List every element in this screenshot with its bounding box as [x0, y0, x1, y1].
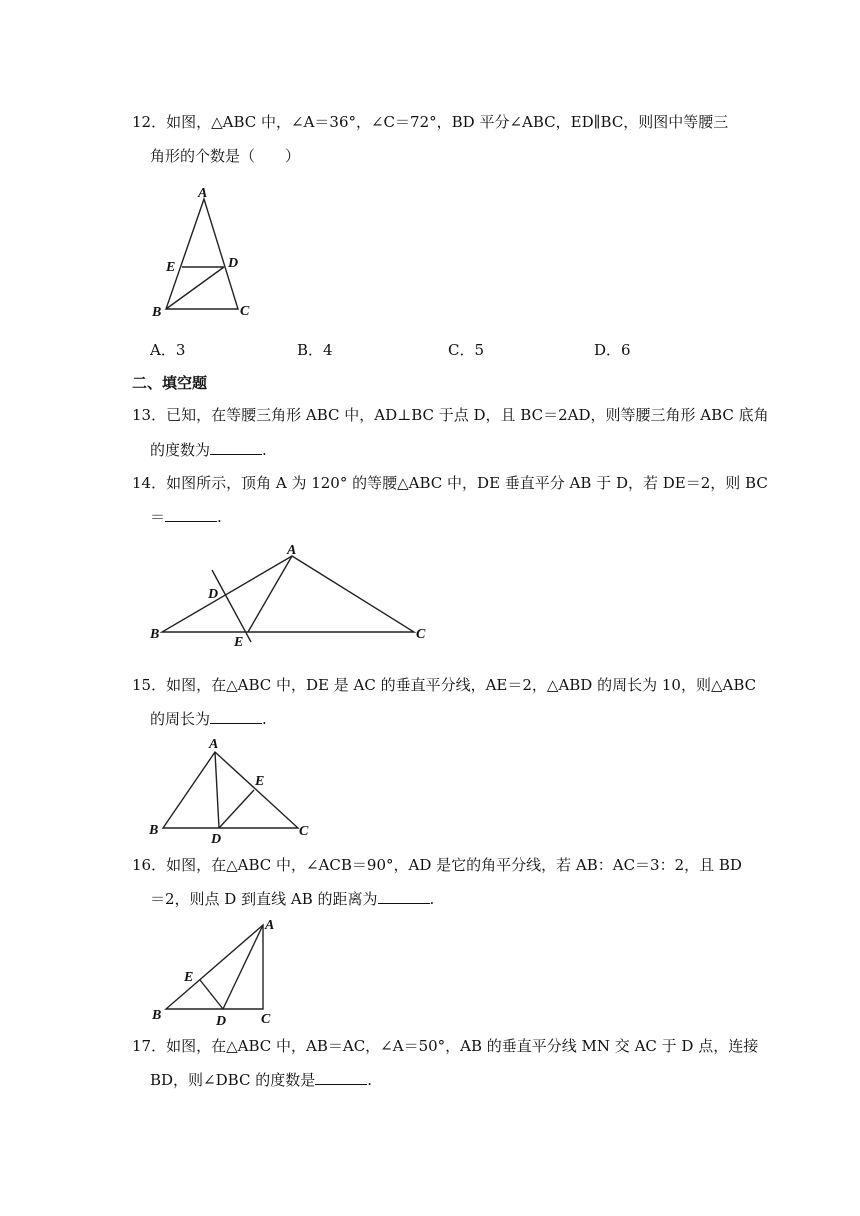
q12-label-c: C	[240, 304, 250, 319]
q16-label-e: E	[184, 970, 194, 985]
q16-label-a: A	[265, 918, 275, 933]
q12-text-line1: 12．如图，△ABC 中，∠A＝36°，∠C＝72°，BD 平分∠ABC，ED∥BC，则图中等腰三	[132, 113, 729, 131]
q14-segment-ae	[248, 556, 292, 632]
q16-text-line2-end: .	[429, 890, 435, 908]
q15-label-d: D	[211, 832, 222, 847]
q13-text-line2	[150, 440, 267, 460]
q15-triangle-abc	[163, 752, 298, 828]
q12-label-e: E	[166, 260, 176, 275]
q14-text-line2-start: ＝	[150, 508, 166, 526]
q13-answer-blank[interactable]	[210, 440, 262, 455]
q16-figure	[148, 915, 288, 1030]
q12-triangle-abc	[166, 199, 238, 309]
q15-segment-de	[219, 790, 254, 828]
q14-text-line2	[150, 507, 222, 527]
q14-label-e: E	[234, 635, 244, 650]
q15-label-c: C	[299, 824, 309, 839]
q13-text-line2-end: .	[262, 441, 267, 459]
q15-text-line1: 15．如图，在△ABC 中，DE 是 AC 的垂直平分线，AE＝2，△ABD 的周长为 10，则△ABC	[132, 676, 757, 694]
q15-label-a: A	[209, 737, 219, 752]
q15-segment-ad	[215, 752, 219, 828]
q15-label-b: B	[149, 823, 159, 838]
q12-label-a: A	[198, 186, 208, 201]
q14-label-c: C	[416, 627, 426, 642]
q16-answer-blank[interactable]	[378, 889, 430, 904]
q12-label-b: B	[152, 305, 162, 320]
q12-figure	[148, 185, 258, 320]
q15-figure	[148, 735, 318, 845]
q16-text-line2-start: ＝2，则点 D 到直线 AB 的距离为	[150, 890, 378, 908]
section-heading-fill-in: 二、填空题	[132, 374, 208, 392]
q17-text-line1: 17．如图，在△ABC 中，AB＝AC，∠A＝50°，AB 的垂直平分线 MN 交 AC 于 D 点，连接	[132, 1037, 759, 1055]
q14-perpendicular-bisector-de	[212, 570, 251, 642]
q12-option-d: D．6	[594, 341, 631, 359]
q12-option-b: B．4	[297, 341, 333, 359]
q16-label-b: B	[152, 1008, 162, 1023]
q15-label-e: E	[255, 774, 265, 789]
q12-text-line2: 角形的个数是（ ）	[150, 147, 301, 165]
q14-text-line1: 14．如图所示，顶角 A 为 120° 的等腰△ABC 中，DE 垂直平分 AB 于 D，若 DE＝2，则 BC	[132, 474, 768, 492]
q16-label-c: C	[261, 1012, 271, 1027]
q12-option-c: C．5	[448, 341, 485, 359]
q16-segment-de	[200, 980, 223, 1009]
q15-text-line2	[150, 709, 267, 729]
q16-text-line2	[150, 889, 434, 909]
q15-text-line2-start: 的周长为	[150, 710, 211, 728]
q13-text-line2-start: 的度数为	[150, 441, 211, 459]
q14-figure	[148, 540, 438, 650]
q13-text-line1: 13．已知，在等腰三角形 ABC 中，AD⊥BC 于点 D，且 BC＝2AD，则等腰三角形 ABC 底角	[132, 406, 769, 424]
q16-label-d: D	[216, 1014, 227, 1029]
q14-answer-blank[interactable]	[165, 507, 217, 522]
q15-answer-blank[interactable]	[210, 709, 262, 724]
q17-text-line2-end: .	[367, 1071, 372, 1089]
q14-text-line2-end: .	[217, 508, 222, 526]
q12-label-d: D	[228, 256, 239, 271]
q17-text-line2-start: BD，则∠DBC 的度数是	[150, 1071, 316, 1089]
q14-label-a: A	[287, 543, 297, 558]
q17-answer-blank[interactable]	[315, 1070, 367, 1085]
q14-label-b: B	[150, 627, 160, 642]
q16-text-line1: 16．如图，在△ABC 中，∠ACB＝90°，AD 是它的角平分线，若 AB：AC＝3：2，且 BD	[132, 856, 742, 874]
q14-label-d: D	[208, 587, 219, 602]
q15-text-line2-end: .	[262, 710, 267, 728]
q14-triangle-abc	[162, 556, 414, 632]
q16-segment-ad	[223, 925, 263, 1009]
q16-triangle-abc	[166, 925, 263, 1009]
q12-option-a: A．3	[150, 341, 186, 359]
q17-text-line2	[150, 1070, 372, 1090]
